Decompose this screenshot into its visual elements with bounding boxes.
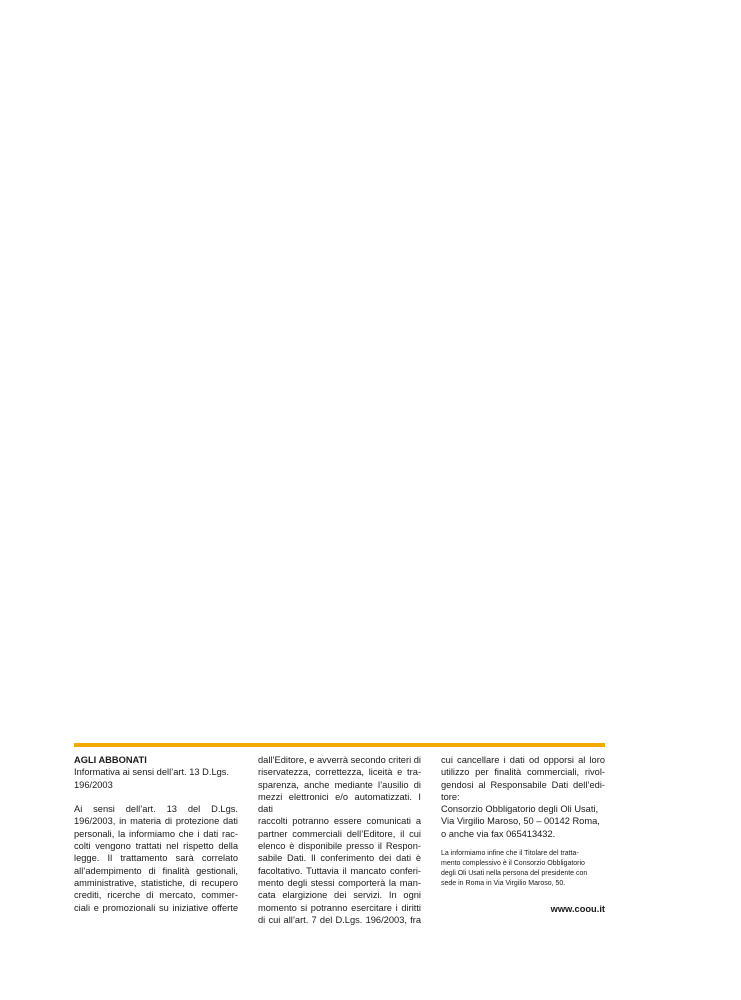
text-line: raccolti potranno essere comunicati a bbox=[258, 816, 421, 827]
text-line: cata elargizione dei servizi. In ogni bbox=[258, 890, 421, 901]
note-line: degli Oli Usati nella persona del presidente con bbox=[441, 870, 588, 878]
contact-block bbox=[441, 803, 605, 840]
notice-column-2 bbox=[258, 754, 421, 926]
text-line: legge. Il trattamento sarà correlato bbox=[74, 853, 238, 864]
notice-heading: AGLI ABBONATI bbox=[74, 755, 147, 765]
text-line: utilizzo per finalità commerciali, rivol- bbox=[441, 767, 605, 778]
text-line: amministrative, statistiche, di recupero bbox=[74, 877, 238, 888]
text-line: partner commerciali dell’Editore, il cui bbox=[258, 828, 421, 839]
text-line: cui cancellare i dati od opporsi al loro bbox=[441, 755, 605, 765]
website-link[interactable]: www.coou.it bbox=[550, 904, 605, 915]
text-line: mento degli stessi comporterà la man- bbox=[258, 877, 421, 888]
text-line: personali, la informiamo che i dati rac- bbox=[74, 828, 238, 839]
text-line: riservatezza, correttezza, liceità e tra- bbox=[258, 767, 421, 778]
text-line: crediti, ricerche di mercato, commer- bbox=[74, 890, 238, 901]
contact-line: o anche via fax 065413432. bbox=[441, 828, 556, 839]
notice-column-1 bbox=[74, 754, 238, 914]
note-line: La informiamo infine che il Titolare del tratta- bbox=[441, 850, 579, 858]
text-line: all’adempimento di finalità gestionali, bbox=[74, 865, 238, 876]
text-line: gendosi al Responsabile Dati dell’edi- bbox=[441, 779, 605, 790]
notice-paragraph-1 bbox=[74, 803, 238, 914]
text-line: sabile Dati. Il conferimento dei dati è bbox=[258, 853, 421, 864]
text-line: 196/2003, in materia di protezione dati bbox=[74, 816, 238, 827]
text-line: sparenza, anche mediante l’ausilio di bbox=[258, 779, 421, 790]
text-line: Ai sensi dell’art. 13 del D.Lgs. bbox=[74, 804, 238, 815]
text-line: ciali e promozionali su iniziative offerte bbox=[74, 902, 238, 913]
controller-note bbox=[441, 849, 605, 889]
notice-column-3 bbox=[441, 754, 605, 915]
text-line: tore: bbox=[441, 791, 460, 802]
text-line: mezzi elettronici e/o automatizzati. I dati bbox=[258, 791, 421, 815]
text-line: elenco è disponibile presso il Respon- bbox=[258, 841, 421, 852]
contact-line: Via Virgilio Maroso, 50 – 00142 Roma, bbox=[441, 816, 600, 827]
text-line: dall’Editore, e avverrà secondo criteri di bbox=[258, 755, 421, 765]
accent-rule bbox=[74, 743, 605, 747]
text-line: facoltativo. Tuttavia il mancato conferi- bbox=[258, 865, 421, 876]
notice-subheading: Informativa ai sensi dell’art. 13 D.Lgs. 196/2003 bbox=[74, 767, 230, 790]
text-line: di cui all’art. 7 del D.Lgs. 196/2003, fra bbox=[258, 914, 421, 925]
contact-line: Consorzio Obbligatorio degli Oli Usati, bbox=[441, 804, 599, 815]
note-line: mento complessivo è il Consorzio Obbligatorio bbox=[441, 860, 585, 868]
text-line: momento si potranno esercitare i diritti bbox=[258, 902, 421, 913]
note-line: sede in Roma in Via Virgilio Maroso, 50. bbox=[441, 880, 566, 888]
text-line: colti vengono trattati nel rispetto della bbox=[74, 841, 238, 852]
